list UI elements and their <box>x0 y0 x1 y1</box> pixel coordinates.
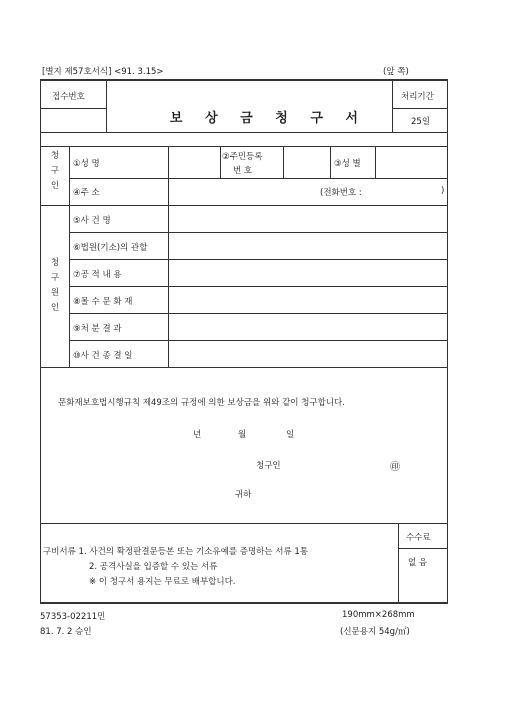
court-jurisdiction-label: ⑥법원(기소)의 관할 <box>73 243 148 253</box>
processing-period-value: 25일 <box>411 117 431 127</box>
confiscated-asset-label: ⑧몰 수 문 화 재 <box>73 297 133 307</box>
merit-details-field[interactable] <box>169 260 447 286</box>
fee-label: 수수료 <box>406 533 431 543</box>
seal-mark: ㊞ <box>390 462 400 473</box>
approval-date: 81. 7. 2 승인 <box>40 627 92 637</box>
form-code: 57353-02211민 <box>40 612 106 622</box>
resident-number-label: ②주민등록 <box>222 152 263 162</box>
disposition-result-field[interactable] <box>169 314 447 340</box>
address-label: ④주 소 <box>73 188 100 198</box>
address-field[interactable] <box>169 179 447 205</box>
merit-details-label: ⑦공 적 내 용 <box>73 270 122 280</box>
court-jurisdiction-field[interactable] <box>169 233 447 259</box>
cause-group-label: 청 구 원 인 <box>50 258 60 313</box>
disposition-result-label: ⑨처 분 결 과 <box>73 324 122 334</box>
resident-number-field[interactable] <box>284 148 330 178</box>
phone-close-paren: ) <box>441 186 445 196</box>
paper-spec: (신문용지 54g/㎡) <box>340 627 410 637</box>
case-name-label: ⑤사 건 명 <box>73 216 111 226</box>
paper-size: 190mm×268mm <box>342 610 415 620</box>
signer-label: 청구인 <box>256 461 281 471</box>
name-label: ①성 명 <box>73 159 100 169</box>
date-day: 일 <box>286 430 295 440</box>
form-title: 보 상 금 청 구 서 <box>170 111 367 126</box>
form-reference: [별지 제57호서식] <91. 3.15> <box>42 67 164 77</box>
statement-text: 문화재보호법시행규칙 제49조의 규정에 의한 보상금을 위와 같이 청구합니다. <box>58 398 345 408</box>
date-month: 월 <box>238 430 247 440</box>
required-docs-line-2: 2. 공격사실을 입증할 수 있는 서류 <box>89 562 218 572</box>
claimant-group-label: 청 구 인 <box>50 151 60 191</box>
case-closing-date-field[interactable] <box>169 341 447 367</box>
confiscated-asset-field[interactable] <box>169 287 447 313</box>
gender-field[interactable] <box>376 148 447 178</box>
free-distribution-note: ※ 이 청구서 용지는 무료로 배부합니다. <box>89 577 236 587</box>
case-name-field[interactable] <box>169 206 447 232</box>
phone-label: (전화번호 : <box>320 188 362 198</box>
resident-number-label-2: 번 호 <box>233 166 253 176</box>
receipt-number-label: 접수번호 <box>52 92 85 102</box>
gender-label: ③성 별 <box>334 159 361 169</box>
fee-value: 없 음 <box>408 558 428 568</box>
processing-period-label: 처리기간 <box>401 92 434 102</box>
addressee: 귀하 <box>235 490 252 500</box>
case-closing-date-label: ⑩사 건 종 결 일 <box>73 351 133 361</box>
name-field[interactable] <box>169 148 220 178</box>
required-docs-line-1: 구비서류 1. 사건의 확정판결문등본 또는 기소유예를 증명하는 서류 1통 <box>43 547 309 557</box>
page-side-label: (앞 쪽) <box>383 67 409 77</box>
date-year: 년 <box>193 430 202 440</box>
